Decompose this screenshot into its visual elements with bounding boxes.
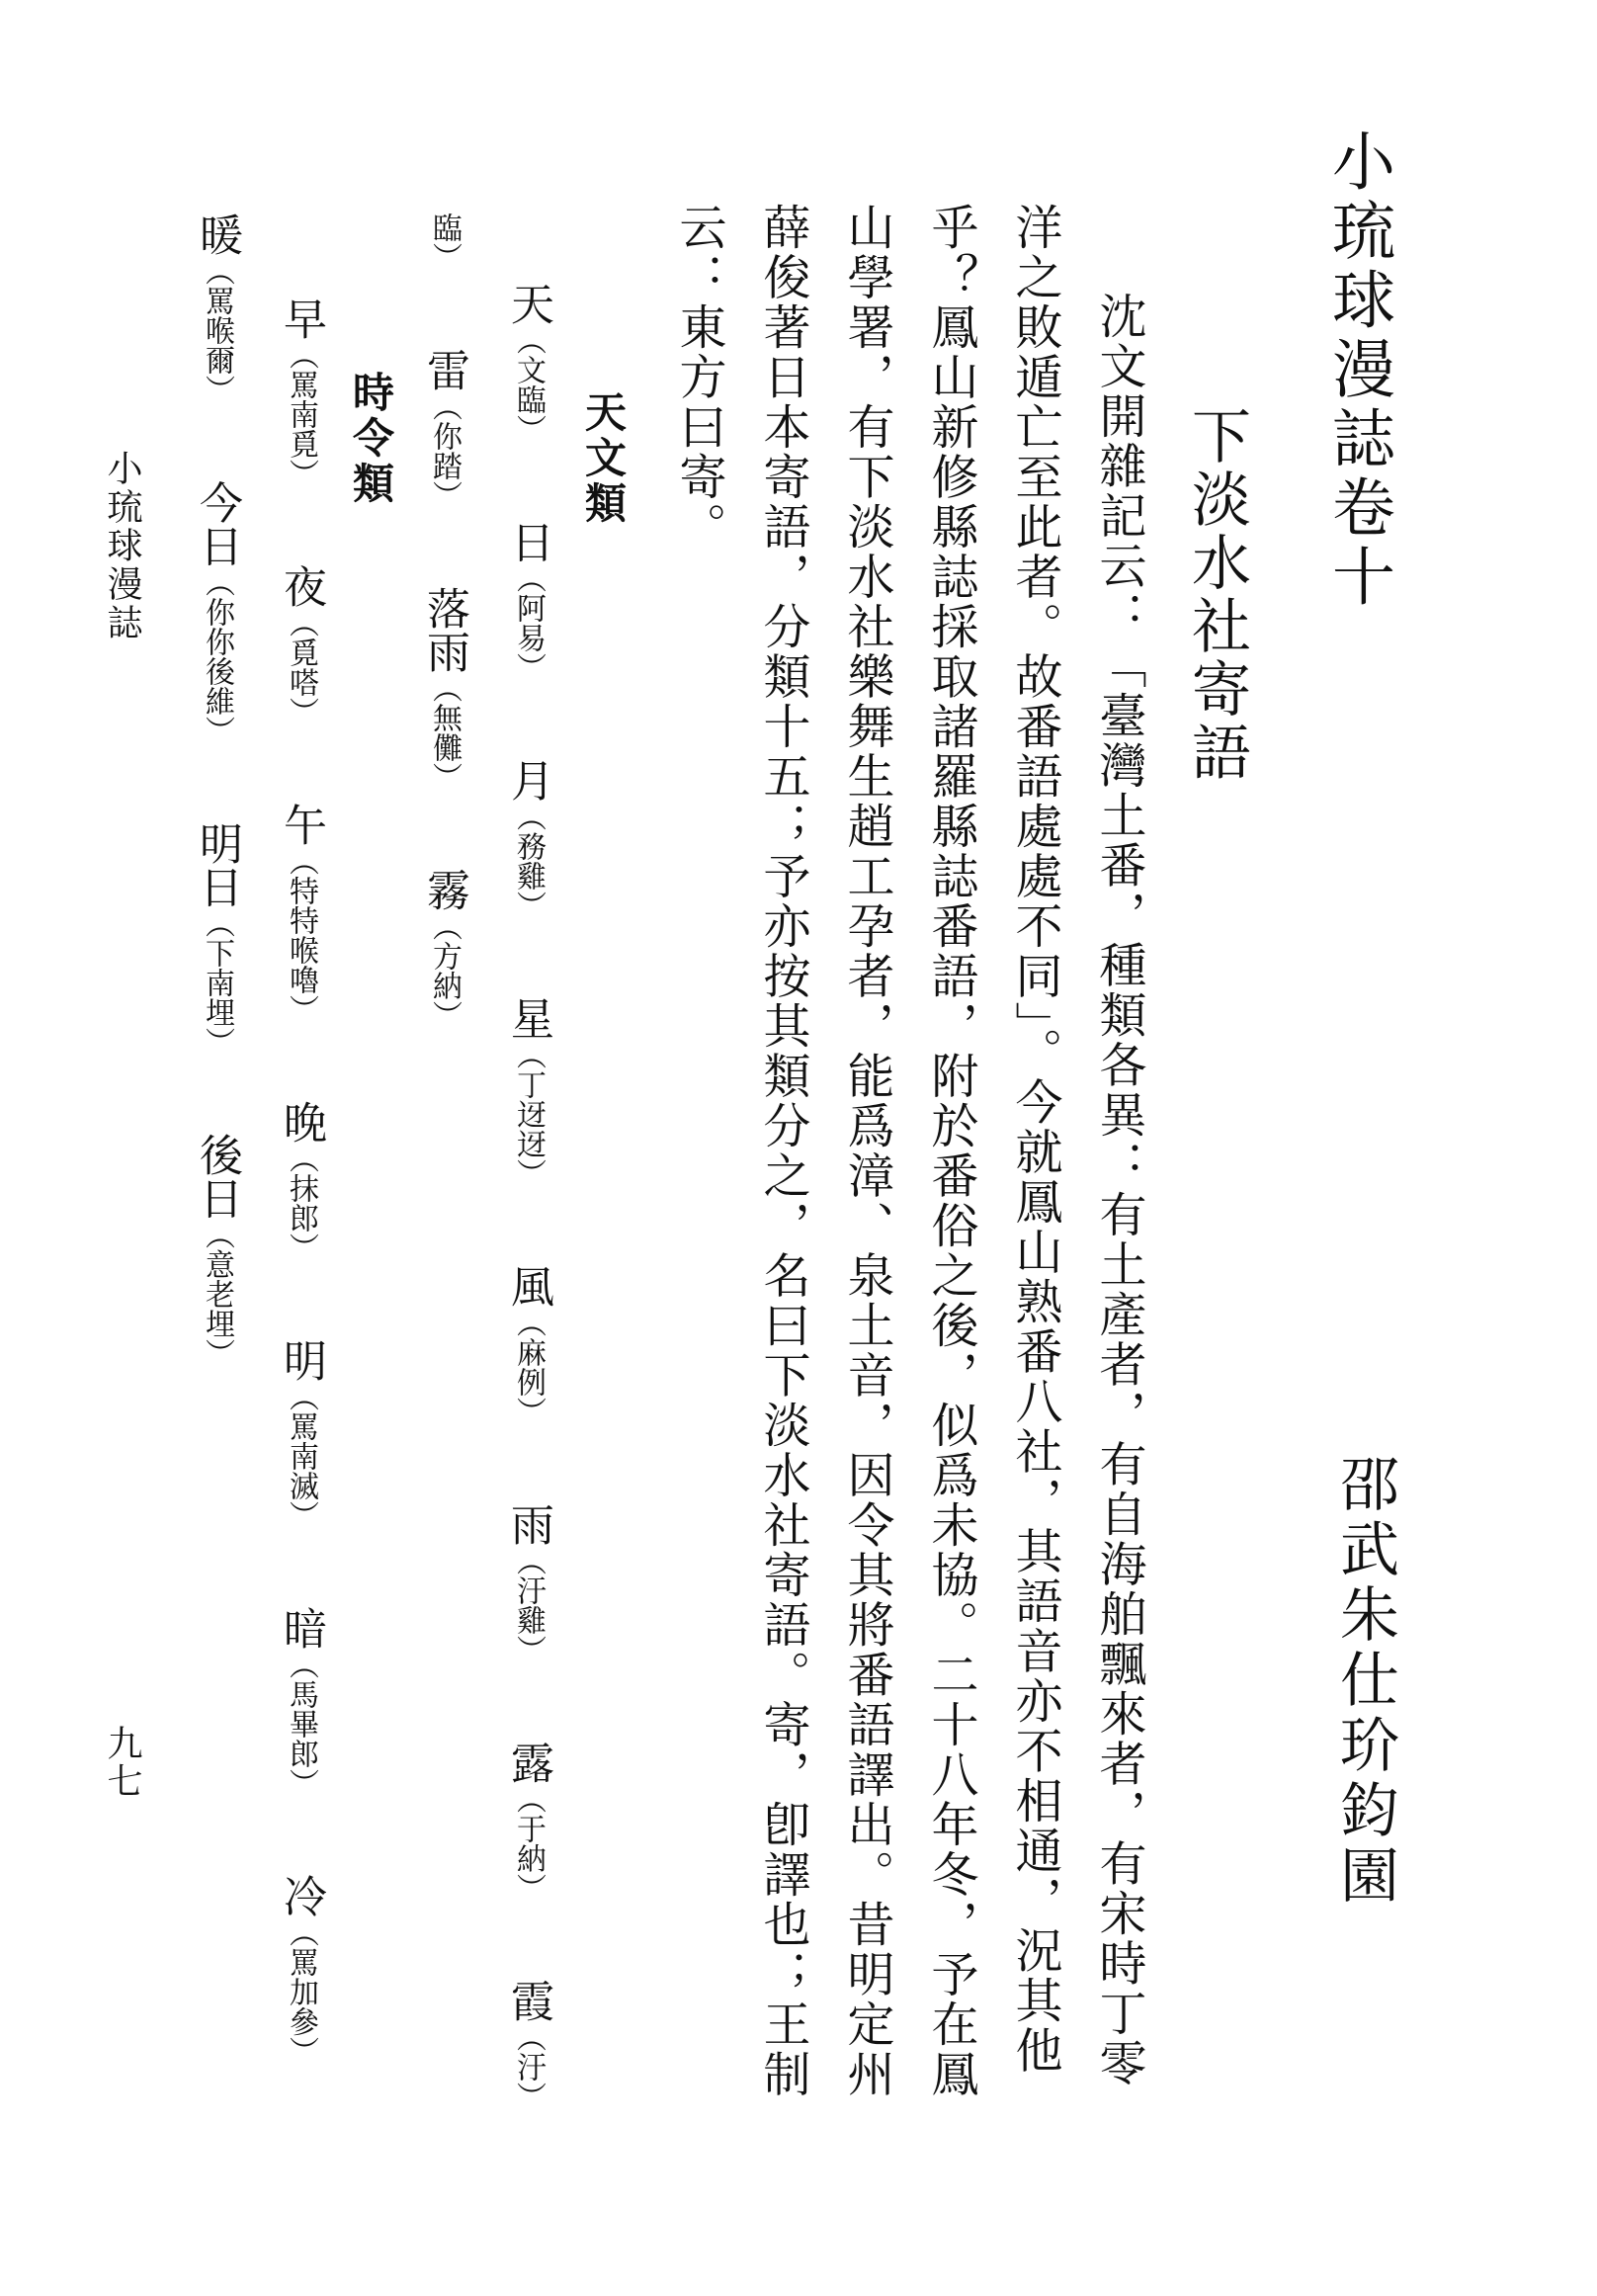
vocab-entry: 後日（ 意老埋 ） (195, 1133, 238, 1368)
body-line-6: 云：東方曰寄。 (671, 203, 726, 553)
vocab-entry: 晚（ 抹郎 ） (279, 1100, 322, 1262)
vocab-column-shiling-2 (192, 213, 242, 1368)
vocab-entry: 臨） (427, 213, 462, 272)
heading-shiling: 時令類 (347, 371, 395, 507)
section-title: 下淡水社寄語 (1182, 405, 1251, 785)
vocab-entry: 暖（ 罵喉爾 ） (192, 213, 242, 404)
running-title: 小琉球漫誌 (102, 450, 142, 642)
vocab-column-shiling-1 (276, 297, 326, 2066)
vocab-entry: 天（ 文臨 ） (503, 282, 553, 444)
page-number: 九七 (102, 1725, 142, 1800)
vocab-entry: 月（ 務雞 ） (506, 758, 549, 920)
vocab-entry: 日（ 阿易 ） (506, 520, 549, 682)
vocab-entry: 明日（ 下南埋 ） (195, 821, 238, 1057)
vocab-entry: 星（ 丁迓迓 ） (506, 996, 549, 1188)
vocab-entry: 露（ 于納 ） (506, 1741, 549, 1903)
vocab-column-tianwen-2 (419, 213, 469, 1030)
vocab-entry: 落雨（ 無儺 ） (422, 586, 465, 792)
vocab-entry: 早（ 罵南覓 ） (276, 297, 326, 488)
vocab-entry: 霧（ 方納 ） (422, 868, 465, 1030)
vocab-entry: 今日（ 你你後維 ） (195, 480, 238, 745)
body-line-2: 洋之敗遁亡至此者。故番語處處不同」。今就鳳山熟番八社，其語音亦不相通，況其他 (1007, 203, 1062, 2076)
vocab-entry: 暗（ 馬畢郎 ） (279, 1606, 322, 1798)
vocab-entry: 雷（ 你踏 ） (422, 348, 465, 510)
vocab-entry: 午（ 特特喉嚕 ） (279, 803, 322, 1024)
heading-tianwen: 天文類 (579, 390, 628, 527)
book-title: 小琉球漫誌卷十 (1321, 128, 1394, 613)
vocab-entry: 夜（ 覓嗒 ） (279, 564, 322, 726)
body-line-4: 山學署，有下淡水社樂舞生趙工孕者，能爲漳、泉土音，因令其將番語譯出。昔明定州 (839, 203, 894, 2099)
author: 邵武朱仕玠鈞園 (1330, 1453, 1399, 1910)
vocab-entry: 風（ 麻例 ） (506, 1264, 549, 1426)
vocab-entry: 明（ 罵南滅 ） (279, 1338, 322, 1530)
body-line-3: 乎？鳳山新修縣誌採取諸羅縣誌番語，附於番俗之後，似爲未協。二十八年冬，予在鳳 (923, 203, 978, 2099)
vocab-entry: 霞（ 汙 ） (506, 1979, 549, 2111)
vocab-entry: 冷（ 罵加參 ） (279, 1874, 322, 2066)
body-line-5: 薛俊著日本寄語，分類十五；予亦按其類分之，名曰下淡水社寄語。寄，卽譯也；王制 (755, 203, 810, 2099)
vocab-column-tianwen-1 (503, 282, 553, 2111)
body-line-1: 沈文開雜記云：「臺灣土番，種類各異：有土產者，有自海舶飄來者，有宋時丁零 (1091, 292, 1146, 2088)
vocab-entry: 雨（ 汙雞 ） (506, 1502, 549, 1664)
